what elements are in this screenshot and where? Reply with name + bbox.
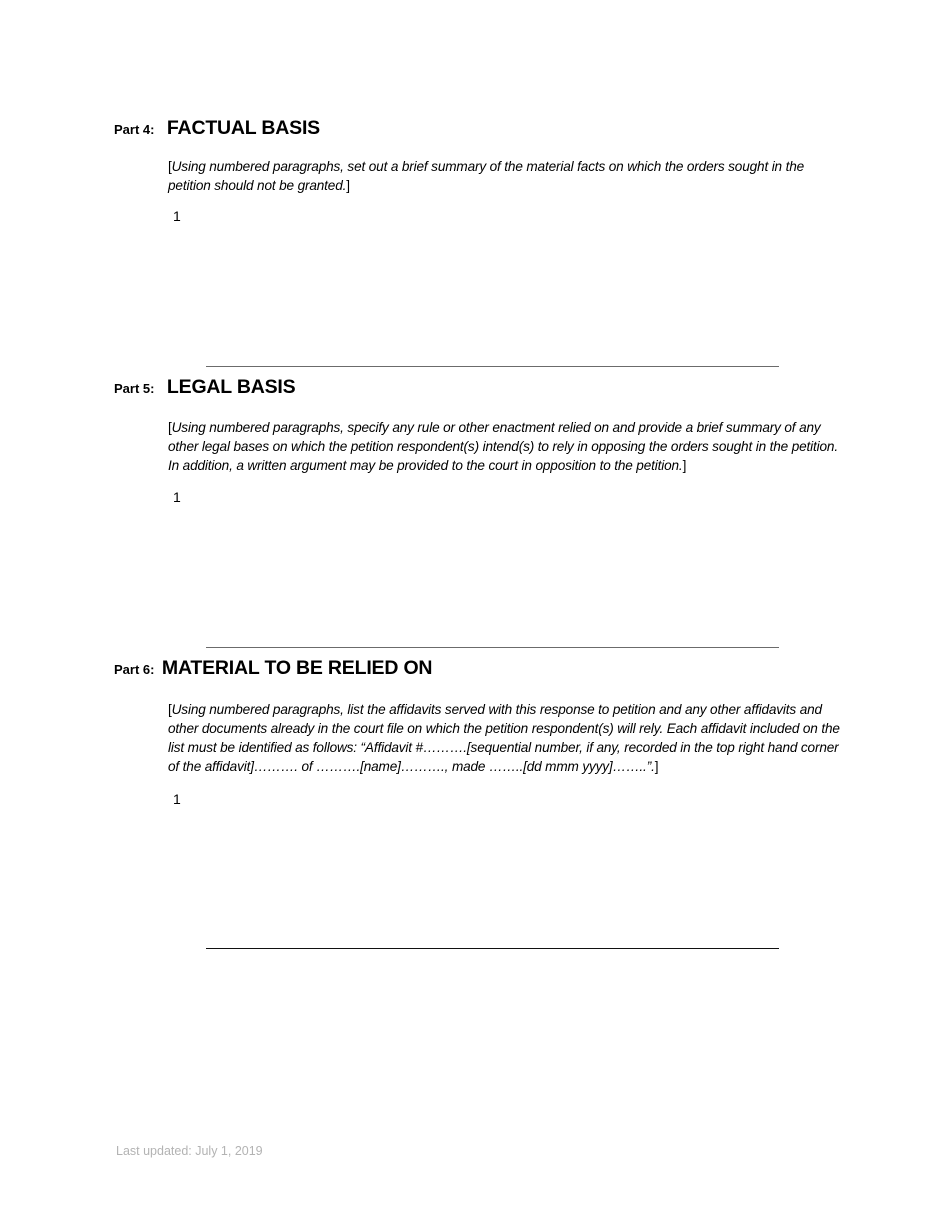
bracket-close: ] [346, 178, 350, 193]
bracket-open: [ [168, 420, 172, 435]
last-updated-footer: Last updated: July 1, 2019 [116, 1144, 263, 1158]
part-5-instruction-text: Using numbered paragraphs, specify any rule or other enactment relied on and provide a brief summary of any other legal bases on which the petition respondent(s) intend(s) to rely in opposing the orders sought in the petition. In addition, a written argument may be provided to the court in opposition to the petition. [168, 420, 838, 473]
part-4-paragraph-number: 1 [173, 208, 181, 224]
part-5-label: Part 5: [114, 381, 155, 396]
part-6-title: MATERIAL TO BE RELIED ON [161, 657, 433, 679]
part-4-label: Part 4: [114, 122, 155, 137]
bracket-open: [ [168, 702, 172, 717]
part-4-instruction-text: Using numbered paragraphs, set out a brief summary of the material facts on which the orders sought in the petition should not be granted. [168, 159, 805, 193]
part-6-paragraph-number: 1 [173, 791, 181, 807]
part-4-title: FACTUAL BASIS [166, 117, 320, 139]
part-6-divider [206, 948, 779, 949]
part-6-instruction-text: Using numbered paragraphs, list the affidavits served with this response to petition and any other affidavits and other documents already in the court file on which the petition respondent(s) will rely. Each affidavit included on the list must be identified as follows: “Affidavit #……….[sequential number, if any, recorded in the top right hand corner of the affidavit]………. of ……….[name]………., made ……..[dd mmm yyyy]……..”. [168, 702, 840, 774]
part-6-heading [114, 657, 432, 680]
part-5-divider [206, 647, 779, 648]
part-6-instruction [168, 700, 840, 776]
bracket-open: [ [168, 159, 172, 174]
part-6-label: Part 6: [114, 662, 155, 677]
part-5-heading [114, 376, 295, 399]
bracket-close: ] [682, 458, 687, 473]
part-5-paragraph-number: 1 [173, 489, 181, 505]
part-5-instruction [168, 418, 840, 475]
part-4-instruction [168, 157, 840, 195]
part-4-heading [114, 117, 320, 140]
part-5-title: LEGAL BASIS [166, 376, 296, 398]
bracket-close: ] [654, 759, 659, 774]
part-4-divider [206, 366, 779, 367]
